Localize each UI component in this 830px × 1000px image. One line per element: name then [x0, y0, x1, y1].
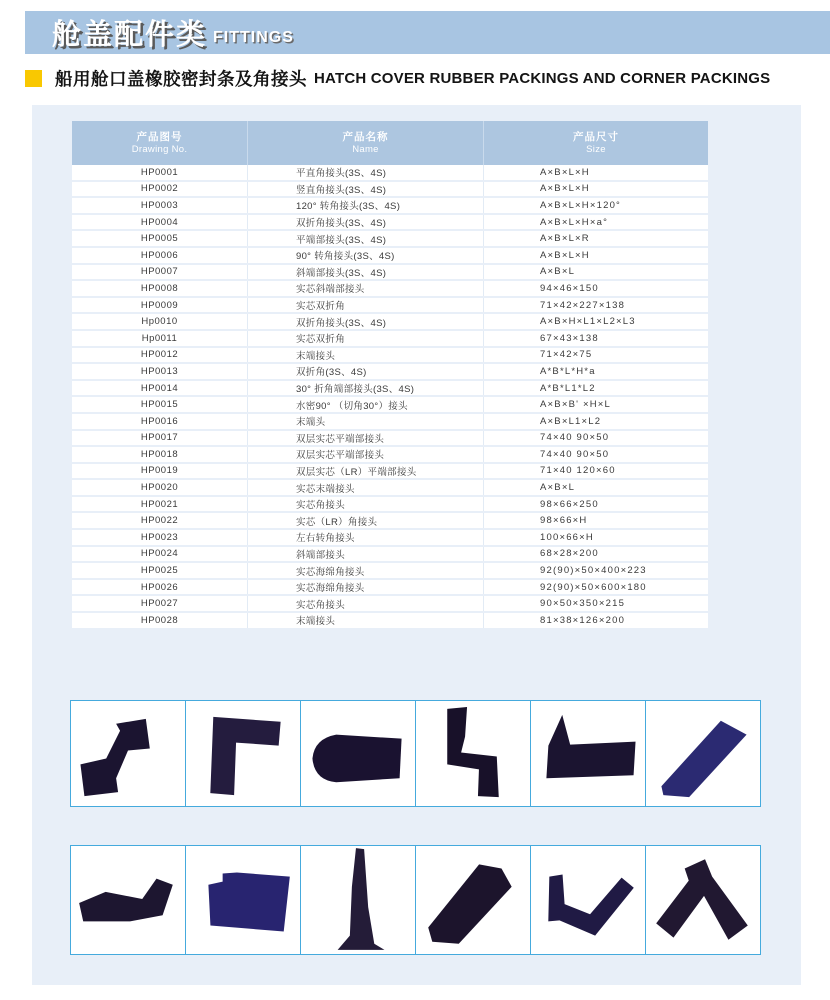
table-row: [72, 198, 708, 215]
table-row: [72, 447, 708, 464]
product-photo-cell: [301, 700, 416, 807]
table-row: [72, 596, 708, 613]
name-cell: 实芯双折角: [247, 298, 483, 313]
drawing-no-cell: HP0020: [140, 482, 179, 494]
name-cell: 30° 折角端部接头(3S、4S): [247, 381, 483, 396]
yellow-square-bullet-icon: [25, 70, 42, 87]
thick-diagonal-joint-photo: [416, 846, 530, 954]
size-cell: 71×40 120×60: [483, 464, 708, 479]
size-cell: 92(90)×50×600×180: [483, 580, 708, 595]
size-cell: A*B*L*H*a: [483, 364, 708, 379]
l-corner-joint-photo: [186, 701, 300, 806]
drawing-no-cell: HP0007: [140, 266, 179, 278]
subtitle-row: [25, 62, 815, 94]
name-cell: 实芯角接头: [247, 497, 483, 512]
name-cell: 双折角接头(3S、4S): [247, 215, 483, 230]
drawing-no-cell: HP0004: [140, 216, 179, 228]
product-photo-cell: [646, 700, 761, 807]
drawing-no-cell: Hp0011: [141, 332, 178, 344]
drawing-no-cell: HP0025: [140, 565, 179, 577]
subtitle-en: HATCH COVER RUBBER PACKINGS AND CORNER PACKINGS: [314, 69, 771, 87]
name-cell: 双折角(3S、4S): [247, 364, 483, 379]
product-photo-cell: [70, 845, 186, 955]
name-cell: 双层实芯平端部接头: [247, 447, 483, 462]
table-row: [72, 248, 708, 265]
table-row: [72, 381, 708, 398]
table-row: [72, 431, 708, 448]
table-row: [72, 182, 708, 199]
name-cell: 斜端部接头: [247, 547, 483, 562]
table-row: [72, 530, 708, 547]
size-cell: 90×50×350×215: [483, 596, 708, 611]
inverted-v-joint-photo: [646, 846, 760, 954]
product-photo-cell: [531, 845, 646, 955]
size-cell: A*B*L1*L2: [483, 381, 708, 396]
table-row: [72, 265, 708, 282]
header-drawing-no: [72, 121, 247, 165]
shallow-v-joint-photo: [71, 846, 185, 954]
table-body: [72, 165, 708, 630]
drawing-no-cell: Hp0010: [141, 316, 178, 328]
drawing-no-cell: HP0028: [140, 614, 179, 626]
product-photo-strip-2: [70, 845, 761, 955]
drawing-no-cell: HP0009: [140, 299, 179, 311]
size-cell: A×B×L: [483, 480, 708, 495]
size-cell: A×B×L×R: [483, 231, 708, 246]
size-cell: A×B×L1×L2: [483, 414, 708, 429]
drawing-no-cell: HP0014: [140, 382, 179, 394]
size-cell: A×B×L×H×120°: [483, 198, 708, 213]
name-cell: 实芯斜端部接头: [247, 281, 483, 296]
size-cell: 71×42×227×138: [483, 298, 708, 313]
table-row: [72, 281, 708, 298]
header-name: [247, 121, 483, 165]
name-cell: 末端接头: [247, 348, 483, 363]
size-cell: 100×66×H: [483, 530, 708, 545]
table-row: [72, 231, 708, 248]
drawing-no-cell: HP0027: [140, 598, 179, 610]
hook-joint-photo: [416, 701, 530, 806]
size-cell: 98×66×H: [483, 513, 708, 528]
product-photo-cell: [416, 845, 531, 955]
name-cell: 实芯角接头: [247, 596, 483, 611]
name-cell: 竖直角接头(3S、4S): [247, 182, 483, 197]
name-cell: 平端部接头(3S、4S): [247, 231, 483, 246]
section-banner: [25, 11, 830, 54]
table-row: [72, 215, 708, 232]
drawing-no-cell: HP0013: [140, 365, 179, 377]
section-title-zh: 舱盖配件类: [52, 19, 208, 51]
name-cell: 120° 转角接头(3S、4S): [247, 198, 483, 213]
size-cell: A×B×B' ×H×L: [483, 397, 708, 412]
name-cell: 左右转角接头: [247, 530, 483, 545]
drawing-no-cell: HP0019: [140, 465, 179, 477]
table-row: [72, 298, 708, 315]
name-cell: 实芯海绵角接头: [247, 580, 483, 595]
header-name-zh: 产品名称: [342, 130, 389, 143]
subtitle-zh: 船用舱口盖橡胶密封条及角接头: [55, 68, 307, 89]
table-row: [72, 397, 708, 414]
header-size-zh: 产品尺寸: [573, 130, 619, 143]
product-photo-cell: [646, 845, 761, 955]
vertical-fin-joint-photo: [301, 846, 415, 954]
product-photo-strip-1: [70, 700, 761, 807]
name-cell: 双折角接头(3S、4S): [247, 314, 483, 329]
name-cell: 水密90° （切角30°）接头: [247, 397, 483, 412]
size-cell: A×B×L×H×a°: [483, 215, 708, 230]
table-row: [72, 497, 708, 514]
name-cell: 平直角接头(3S、4S): [247, 165, 483, 180]
name-cell: 实芯（LR）角接头: [247, 513, 483, 528]
size-cell: 98×66×250: [483, 497, 708, 512]
table-row: [72, 414, 708, 431]
table-row: [72, 348, 708, 365]
name-cell: 末端头: [247, 414, 483, 429]
drawing-no-cell: HP0017: [140, 432, 179, 444]
table-row: [72, 547, 708, 564]
drawing-no-cell: HP0008: [140, 282, 179, 294]
table-row: [72, 331, 708, 348]
size-cell: 94×46×150: [483, 281, 708, 296]
table-header: [72, 121, 708, 165]
drawing-no-cell: HP0001: [140, 166, 179, 178]
round-cap-end-joint-photo: [301, 701, 415, 806]
drawing-no-cell: HP0018: [140, 448, 179, 460]
size-cell: 68×28×200: [483, 547, 708, 562]
diagonal-bar-joint-photo: [646, 701, 760, 806]
product-photo-cell: [531, 700, 646, 807]
size-cell: A×B×L×H: [483, 165, 708, 180]
product-photo-cell: [416, 700, 531, 807]
name-cell: 实芯海绵角接头: [247, 563, 483, 578]
table-row: [72, 364, 708, 381]
header-size: [483, 121, 708, 165]
name-cell: 实芯双折角: [247, 331, 483, 346]
drawing-no-cell: HP0021: [140, 498, 179, 510]
size-cell: 74×40 90×50: [483, 447, 708, 462]
drawing-no-cell: HP0002: [140, 183, 179, 195]
header-name-en: Name: [352, 143, 379, 155]
drawing-no-cell: HP0024: [140, 548, 179, 560]
name-cell: 末端接头: [247, 613, 483, 628]
table-row: [72, 563, 708, 580]
product-photo-cell: [301, 845, 416, 955]
table-row: [72, 480, 708, 497]
size-cell: 74×40 90×50: [483, 431, 708, 446]
size-cell: A×B×L×H: [483, 248, 708, 263]
v-fin-joint-photo: [531, 846, 645, 954]
z-step-joint-photo: [71, 701, 185, 806]
table-row: [72, 613, 708, 630]
name-cell: 双层实芯平端部接头: [247, 431, 483, 446]
header-drawing-no-zh: 产品图号: [136, 130, 183, 143]
size-cell: 71×42×75: [483, 348, 708, 363]
section-title-en: FITTINGS: [213, 28, 294, 46]
table-row: [72, 165, 708, 182]
product-photo-cell: [70, 700, 186, 807]
name-cell: 实芯末端接头: [247, 480, 483, 495]
drawing-no-cell: HP0022: [140, 515, 179, 527]
notched-block-joint-photo: [186, 846, 300, 954]
drawing-no-cell: HP0006: [140, 249, 179, 261]
drawing-no-cell: HP0005: [140, 233, 179, 245]
product-photo-cell: [186, 845, 301, 955]
header-drawing-no-en: Drawing No.: [131, 143, 188, 155]
drawing-no-cell: HP0026: [140, 581, 179, 593]
table-row: [72, 513, 708, 530]
size-cell: 67×43×138: [483, 331, 708, 346]
name-cell: 斜端部接头(3S、4S): [247, 265, 483, 280]
drawing-no-cell: HP0012: [140, 349, 179, 361]
table-row: [72, 464, 708, 481]
name-cell: 双层实芯（LR）平端部接头: [247, 464, 483, 479]
product-table: [72, 121, 708, 630]
size-cell: 92(90)×50×400×223: [483, 563, 708, 578]
size-cell: A×B×L: [483, 265, 708, 280]
drawing-no-cell: HP0023: [140, 531, 179, 543]
notched-bar-joint-photo: [531, 701, 645, 806]
drawing-no-cell: HP0016: [140, 415, 179, 427]
size-cell: A×B×L×H: [483, 182, 708, 197]
header-size-en: Size: [586, 143, 606, 155]
size-cell: A×B×H×L1×L2×L3: [483, 314, 708, 329]
table-row: [72, 580, 708, 597]
product-photo-cell: [186, 700, 301, 807]
table-row: [72, 314, 708, 331]
drawing-no-cell: HP0015: [140, 399, 179, 411]
drawing-no-cell: HP0003: [140, 199, 179, 211]
size-cell: 81×38×126×200: [483, 613, 708, 628]
name-cell: 90° 转角接头(3S、4S): [247, 248, 483, 263]
